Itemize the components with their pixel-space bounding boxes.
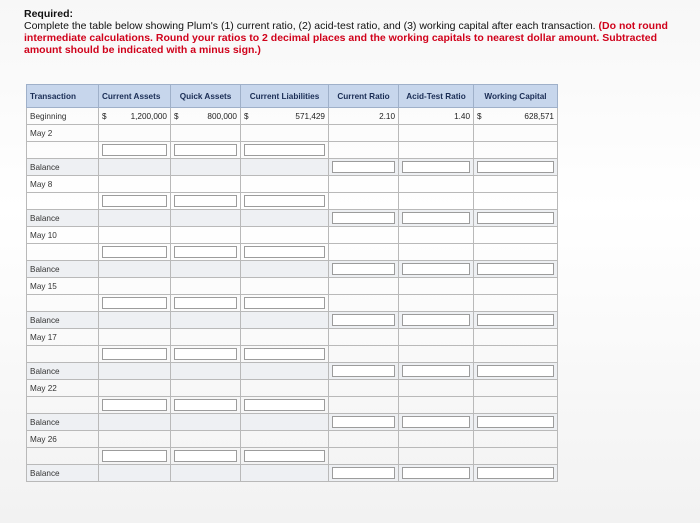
empty-cell [329,244,399,261]
empty-cell [474,295,558,312]
table-row-input [27,142,558,159]
cell-current-ratio [329,414,399,431]
table-row-balance [27,363,558,380]
table-row-input [27,448,558,465]
currency-symbol: $ [244,111,249,121]
cell-current-liabilities [241,193,329,210]
row-label: May 2 [27,125,99,142]
balance-cell [171,363,241,380]
working-capital-input[interactable] [477,263,554,275]
ratios-table [26,84,558,482]
balance-label: Balance [27,210,99,227]
acid-test-ratio-input[interactable] [402,314,470,326]
value-current-assets: 1,200,000 [130,111,167,121]
value-acid-test-ratio: 1.40 [399,108,474,125]
empty-cell [329,193,399,210]
empty-cell [171,431,241,448]
quick-assets-input[interactable] [174,144,237,156]
cell-current-assets [99,142,171,159]
cell-working-capital [474,261,558,278]
row-label: May 17 [27,329,99,346]
empty-cell [329,176,399,193]
empty-cell [399,329,474,346]
empty-cell [27,397,99,414]
empty-cell [329,295,399,312]
cell-current-liabilities [241,397,329,414]
cell-current-ratio [329,465,399,482]
empty-cell [329,431,399,448]
current-liabilities-input[interactable] [244,348,325,360]
balance-cell [99,210,171,227]
value-current-ratio: 2.10 [329,108,399,125]
empty-cell [474,431,558,448]
cell-current-liabilities [241,142,329,159]
current-assets-input[interactable] [102,450,167,462]
empty-cell [399,448,474,465]
empty-cell [171,176,241,193]
empty-cell [399,278,474,295]
current-ratio-input[interactable] [332,161,395,173]
empty-cell [27,448,99,465]
empty-cell [399,125,474,142]
empty-cell [99,278,171,295]
working-capital-input[interactable] [477,365,554,377]
cell-current-assets [99,397,171,414]
cell-acid-test-ratio [399,363,474,380]
empty-cell [474,380,558,397]
empty-cell [99,227,171,244]
current-assets-input[interactable] [102,348,167,360]
empty-cell [27,346,99,363]
cell-acid-test-ratio [399,210,474,227]
cell-current-ratio [329,261,399,278]
table-row-balance [27,414,558,431]
cell-current-assets [99,108,171,125]
working-capital-input[interactable] [477,212,554,224]
header-current-ratio: Current Ratio [329,85,399,108]
quick-assets-input[interactable] [174,450,237,462]
acid-test-ratio-input[interactable] [402,161,470,173]
value-working-capital: 628,571 [524,111,554,121]
cell-quick-assets [171,108,241,125]
empty-cell [474,329,558,346]
table-row-input [27,397,558,414]
cell-current-assets [99,244,171,261]
empty-cell [241,227,329,244]
cell-quick-assets [171,295,241,312]
acid-test-ratio-input[interactable] [402,467,470,479]
empty-cell [171,227,241,244]
cell-acid-test-ratio [399,414,474,431]
cell-working-capital [474,108,558,125]
cell-current-liabilities [241,448,329,465]
empty-cell [329,227,399,244]
table-row-input [27,295,558,312]
balance-cell [171,159,241,176]
cell-acid-test-ratio [399,159,474,176]
empty-cell [99,125,171,142]
empty-cell [399,176,474,193]
empty-cell [99,380,171,397]
current-ratio-input[interactable] [332,467,395,479]
empty-cell [329,142,399,159]
empty-cell [474,193,558,210]
cell-working-capital [474,210,558,227]
current-liabilities-input[interactable] [244,144,325,156]
cell-quick-assets [171,397,241,414]
balance-cell [241,159,329,176]
cell-acid-test-ratio [399,465,474,482]
balance-label: Balance [27,465,99,482]
currency-symbol: $ [174,111,179,121]
working-capital-input[interactable] [477,314,554,326]
empty-cell [474,346,558,363]
empty-cell [474,397,558,414]
balance-cell [241,261,329,278]
empty-cell [474,227,558,244]
table-row-beginning [27,108,558,125]
cell-quick-assets [171,346,241,363]
empty-cell [329,448,399,465]
empty-cell [329,397,399,414]
instructions-text: Complete the table below showing Plum's (1) current ratio, (2) acid-test ratio, and (3) working capital after each transaction. [24,20,596,32]
balance-cell [99,465,171,482]
cell-current-assets [99,346,171,363]
row-label: May 8 [27,176,99,193]
balance-cell [241,210,329,227]
table-row [27,125,558,142]
table-row [27,278,558,295]
cell-working-capital [474,414,558,431]
row-label: Beginning [27,108,99,125]
acid-test-ratio-input[interactable] [402,416,470,428]
value-current-liabilities: 571,429 [295,111,325,121]
cell-working-capital [474,312,558,329]
empty-cell [399,142,474,159]
balance-cell [241,363,329,380]
current-assets-input[interactable] [102,144,167,156]
balance-cell [99,414,171,431]
row-label: May 22 [27,380,99,397]
cell-quick-assets [171,448,241,465]
empty-cell [399,193,474,210]
balance-cell [99,312,171,329]
row-label: May 10 [27,227,99,244]
empty-cell [171,278,241,295]
current-liabilities-input[interactable] [244,450,325,462]
current-ratio-input[interactable] [332,212,395,224]
cell-current-liabilities [241,295,329,312]
empty-cell [399,295,474,312]
currency-symbol: $ [102,111,107,121]
table-row-balance [27,210,558,227]
current-ratio-input[interactable] [332,365,395,377]
acid-test-ratio-input[interactable] [402,263,470,275]
quick-assets-input[interactable] [174,348,237,360]
empty-cell [399,346,474,363]
current-assets-input[interactable] [102,399,167,411]
cell-current-assets [99,295,171,312]
table-row [27,380,558,397]
empty-cell [241,125,329,142]
cell-acid-test-ratio [399,312,474,329]
empty-cell [474,448,558,465]
cell-quick-assets [171,142,241,159]
empty-cell [399,244,474,261]
empty-cell [329,278,399,295]
cell-current-ratio [329,159,399,176]
empty-cell [329,329,399,346]
empty-cell [99,329,171,346]
cell-current-ratio [329,363,399,380]
row-label: May 26 [27,431,99,448]
empty-cell [474,176,558,193]
empty-cell [171,329,241,346]
empty-cell [27,244,99,261]
current-liabilities-input[interactable] [244,246,325,258]
header-working-capital: Working Capital [474,85,558,108]
cell-working-capital [474,363,558,380]
empty-cell [241,431,329,448]
balance-cell [241,312,329,329]
current-assets-input[interactable] [102,195,167,207]
balance-label: Balance [27,261,99,278]
cell-working-capital [474,465,558,482]
working-capital-input[interactable] [477,416,554,428]
empty-cell [399,227,474,244]
cell-current-liabilities [241,346,329,363]
header-transaction: Transaction [27,85,99,108]
quick-assets-input[interactable] [174,399,237,411]
acid-test-ratio-input[interactable] [402,212,470,224]
empty-cell [241,176,329,193]
cell-current-liabilities [241,108,329,125]
table-header-row [27,85,558,108]
empty-cell [399,380,474,397]
balance-cell [241,465,329,482]
currency-symbol: $ [477,111,482,121]
table-row-balance [27,159,558,176]
table-row-balance [27,312,558,329]
cell-current-assets [99,193,171,210]
balance-cell [171,414,241,431]
current-ratio-input[interactable] [332,416,395,428]
cell-working-capital [474,159,558,176]
empty-cell [329,380,399,397]
empty-cell [474,278,558,295]
cell-quick-assets [171,193,241,210]
instructions-warning: (Do not round intermediate calculations. Round your ratios to 2 decimal places and the working capitals to nearest dollar amount. Subtracted amount should be indicated with a minus sign.) [24,20,668,56]
balance-cell [99,261,171,278]
balance-label: Balance [27,414,99,431]
required-heading: Required: [24,8,74,20]
empty-cell [171,125,241,142]
table-row [27,227,558,244]
table-row-input [27,193,558,210]
table-row-balance [27,465,558,482]
empty-cell [99,176,171,193]
empty-cell [329,125,399,142]
balance-cell [171,261,241,278]
balance-cell [171,210,241,227]
table-row [27,176,558,193]
balance-label: Balance [27,312,99,329]
cell-quick-assets [171,244,241,261]
header-quick-assets: Quick Assets [171,85,241,108]
header-current-assets: Current Assets [99,85,171,108]
current-ratio-input[interactable] [332,314,395,326]
empty-cell [171,380,241,397]
table-row [27,329,558,346]
header-current-liabilities: Current Liabilities [241,85,329,108]
cell-current-ratio [329,312,399,329]
current-assets-input[interactable] [102,246,167,258]
balance-cell [99,159,171,176]
empty-cell [399,397,474,414]
working-capital-input[interactable] [477,161,554,173]
table-row-balance [27,261,558,278]
current-assets-input[interactable] [102,297,167,309]
empty-cell [474,142,558,159]
empty-cell [474,125,558,142]
balance-label: Balance [27,159,99,176]
balance-cell [171,312,241,329]
value-quick-assets: 800,000 [207,111,237,121]
cell-acid-test-ratio [399,261,474,278]
table-row-input [27,244,558,261]
empty-cell [241,278,329,295]
current-liabilities-input[interactable] [244,297,325,309]
balance-cell [99,363,171,380]
balance-cell [241,414,329,431]
empty-cell [27,142,99,159]
row-label: May 15 [27,278,99,295]
quick-assets-input[interactable] [174,246,237,258]
empty-cell [399,431,474,448]
empty-cell [474,244,558,261]
cell-current-assets [99,448,171,465]
balance-label: Balance [27,363,99,380]
empty-cell [99,431,171,448]
empty-cell [27,193,99,210]
quick-assets-input[interactable] [174,297,237,309]
cell-current-liabilities [241,244,329,261]
cell-current-ratio [329,210,399,227]
empty-cell [329,346,399,363]
quick-assets-input[interactable] [174,195,237,207]
empty-cell [27,295,99,312]
current-liabilities-input[interactable] [244,399,325,411]
header-acid-test-ratio: Acid-Test Ratio [399,85,474,108]
instructions [24,8,694,56]
table-row-input [27,346,558,363]
balance-cell [171,465,241,482]
acid-test-ratio-input[interactable] [402,365,470,377]
current-ratio-input[interactable] [332,263,395,275]
working-capital-input[interactable] [477,467,554,479]
table-row [27,431,558,448]
empty-cell [241,329,329,346]
current-liabilities-input[interactable] [244,195,325,207]
empty-cell [241,380,329,397]
